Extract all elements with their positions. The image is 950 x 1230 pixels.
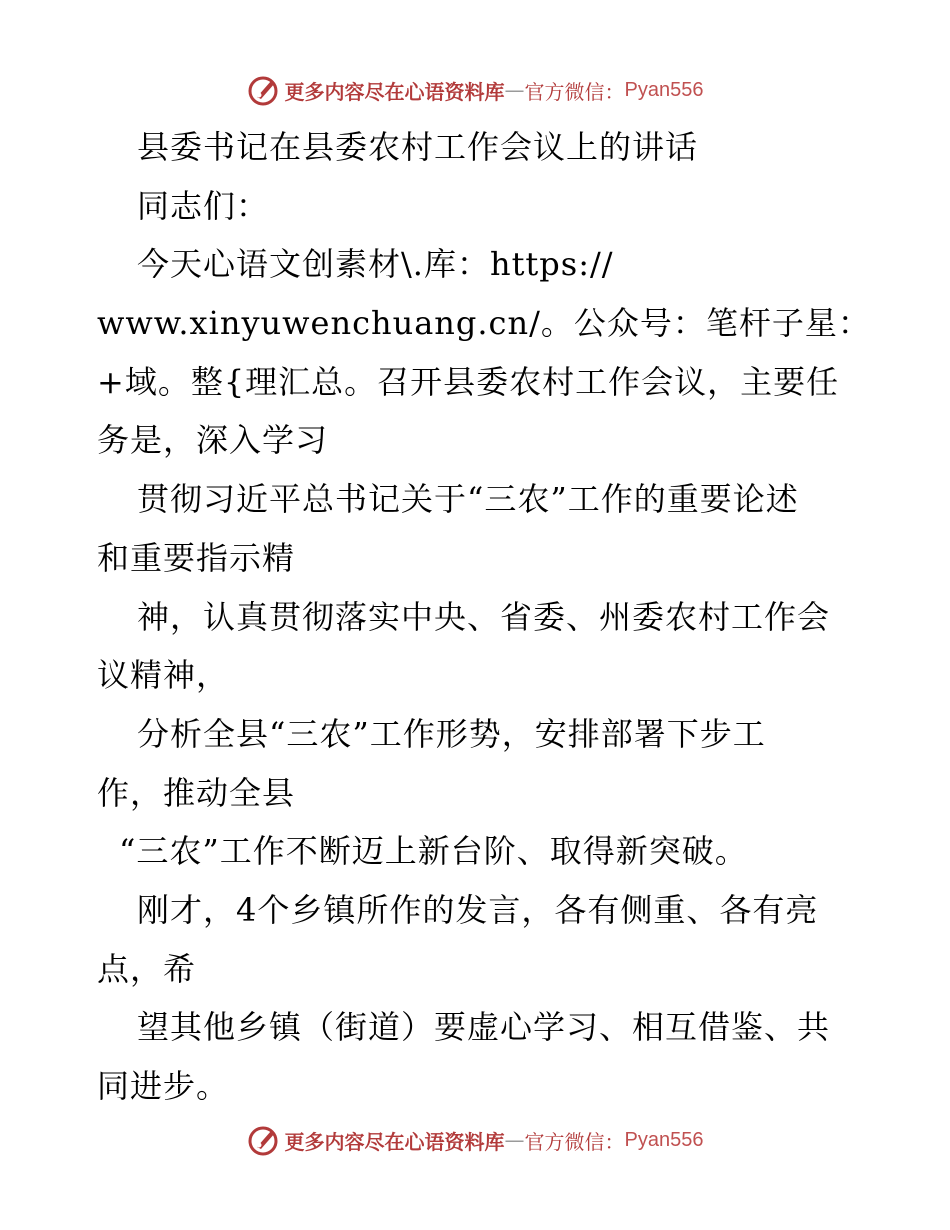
- salutation: 同志们：: [137, 186, 270, 225]
- watermark-main-text: 更多内容尽在心语资料库: [284, 79, 505, 104]
- text-line: “三农”工作不断迈上新台阶、取得新突破。: [119, 832, 748, 871]
- text-line: 刚才，4个乡镇所作的发言，各有侧重、各有亮: [137, 890, 819, 929]
- text-line: 议精神，: [97, 656, 230, 695]
- watermark-main-text: 更多内容尽在心语资料库: [284, 1129, 505, 1154]
- watermark-wechat-label: 官方微信：: [524, 1129, 625, 1154]
- document-title: 县委书记在县委农村工作会议上的讲话: [137, 128, 699, 166]
- text-line: 作，推动全县: [97, 773, 296, 812]
- text-line: 今天心语文创素材\.库：https://: [137, 245, 614, 284]
- logo-icon: [247, 73, 281, 107]
- header-watermark: [0, 70, 950, 110]
- text-line: 同进步。: [97, 1067, 230, 1105]
- document-body: [97, 118, 871, 1116]
- watermark-wechat-id: Pyan556: [624, 1128, 704, 1151]
- watermark-wechat-id: Pyan556: [624, 78, 704, 101]
- text-line: 点，希: [97, 949, 197, 988]
- text-line: 神，认真贯彻落实中央、省委、州委农村工作会: [137, 597, 831, 636]
- footer-watermark: [0, 1120, 950, 1160]
- text-line: +域。整{理汇总。召开县委农村工作会议，主要任: [97, 362, 840, 401]
- text-line: www.xinyuwenchuang.cn/。公众号：笔杆子星：: [97, 304, 871, 343]
- watermark-separator: —: [504, 78, 525, 102]
- text-line: 贯彻习近平总书记关于“三农”工作的重要论述: [137, 480, 799, 519]
- watermark-separator: —: [504, 1128, 525, 1152]
- text-line: 和重要指示精: [97, 538, 296, 577]
- watermark-wechat-label: 官方微信：: [524, 79, 625, 104]
- text-line: 务是，深入学习: [97, 421, 329, 460]
- logo-icon: [247, 1123, 281, 1157]
- text-line: 望其他乡镇（街道）要虚心学习、相互借鉴、共: [137, 1008, 831, 1047]
- text-line: 分析全县“三农”工作形势，安排部署下步工: [137, 714, 766, 753]
